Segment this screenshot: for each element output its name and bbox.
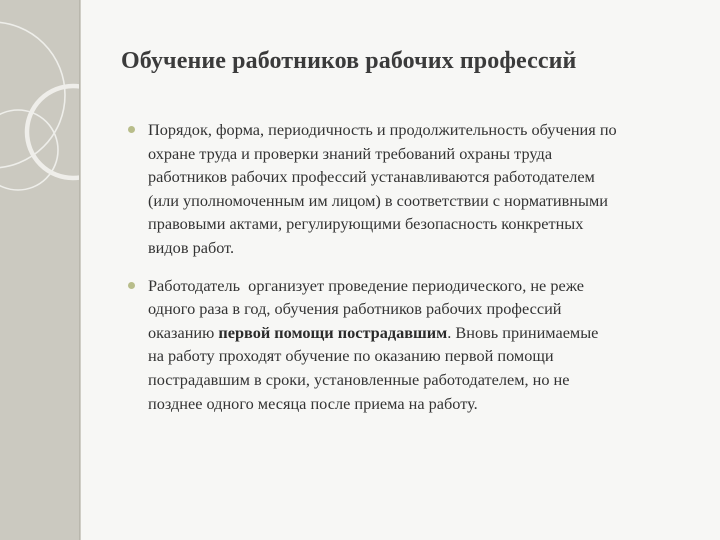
text-fragment: . Вновь принимаемые: [447, 322, 599, 342]
text-line: охране труда и проверки знаний требований охраны труда: [148, 143, 553, 163]
text-line: видов работ.: [148, 237, 235, 257]
text-line: позднее одного месяца после приема на работу.: [148, 393, 478, 413]
text-line: одного раза в год, обучения работников рабочих профессий: [148, 299, 562, 319]
text-line: правовыми актами, регулирующими безопасность конкретных: [148, 214, 584, 234]
text-line: работников рабочих профессий устанавливаются работодателем: [148, 167, 595, 187]
emphasis-first-aid: первой помощи пострадавшим: [218, 322, 448, 342]
bullet-dot-icon: [128, 282, 135, 289]
slide-title: Обучение работников рабочих профессий: [121, 48, 577, 74]
text-line: Порядок, форма, периодичность и продолжительность обучения по: [148, 120, 617, 139]
text-line: на работу проходят обучение по оказанию первой помощи: [148, 346, 554, 366]
bullet-item-first-aid-training: [121, 274, 706, 416]
band-divider: [79, 0, 80, 540]
text-fragment: оказанию: [148, 322, 219, 342]
bullet-text: [148, 118, 706, 260]
bullet-list: [121, 118, 706, 429]
ornament-circles: [0, 0, 80, 240]
slide-panel: [81, 0, 720, 540]
text-line: пострадавшим в сроки, установленные работодателем, но не: [148, 369, 570, 389]
bullet-text: [148, 274, 706, 416]
ornament-ring-large: [0, 22, 65, 168]
decorative-side-band: [0, 0, 80, 540]
text-line: (или уполномоченным им лицом) в соответствии с нормативными: [148, 190, 608, 210]
text-line: Работодатель организует проведение периодического, не реже: [148, 275, 584, 295]
bullet-item-training-procedure: [121, 118, 706, 260]
bullet-dot-icon: [128, 126, 135, 133]
